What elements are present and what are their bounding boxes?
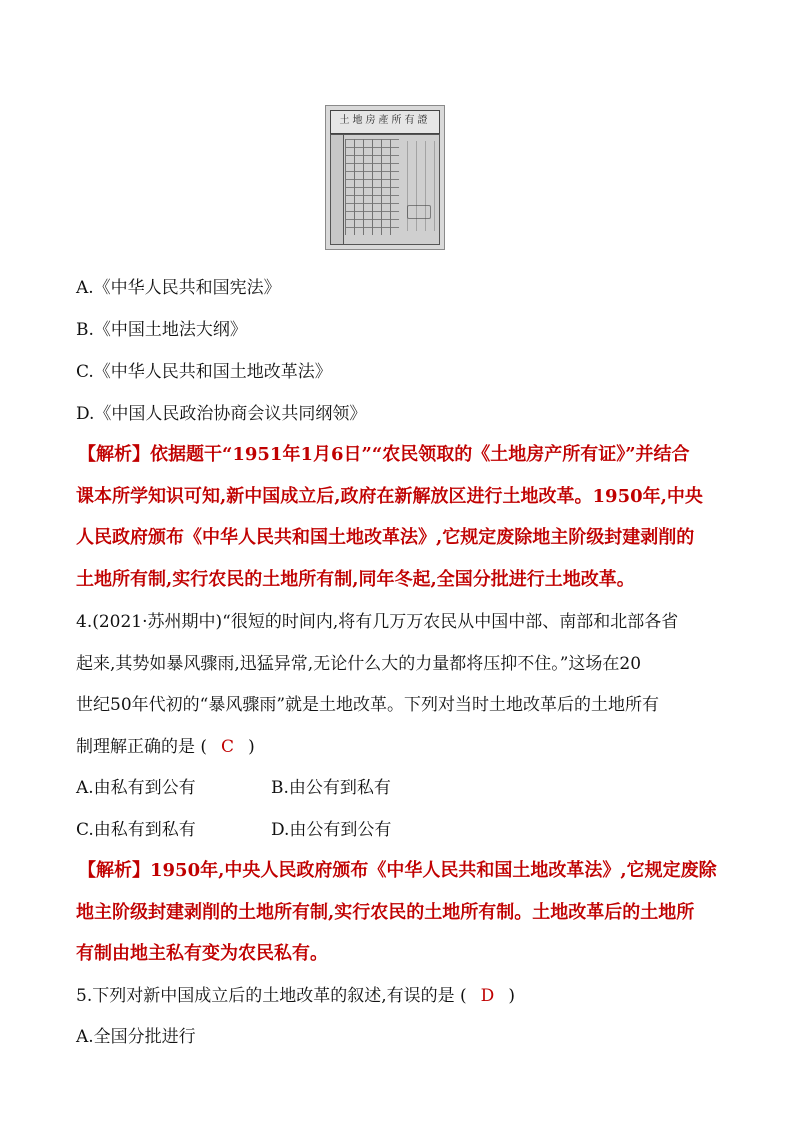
q4-answer: C [221,737,235,757]
q4-option-d: D.由公有到公有 [271,820,392,840]
q4-analysis-line: 有制由地主私有变为农民私有。 [76,943,328,964]
q4-stem-last-line [76,732,255,757]
q4-stem-line: 起来,其势如暴风骤雨,迅猛异常,无论什么大的力量都将压抑不住。”这场在20 [76,654,642,674]
q4-stem-prefix: 制理解正确的是 ( [76,737,208,757]
q4-stem-line: 4.(2021·苏州期中)“很短的时间内,将有几万万农民从中国中部、南部和北部各省 [76,612,679,632]
q4-analysis-line: 【解析】1950年,中央人民政府颁布《中华人民共和国土地改革法》,它规定废除 [78,860,717,881]
certificate-table-grid [345,139,399,235]
q4-stem-suffix: ) [248,737,255,757]
q4-stem-line: 世纪50年代初的“暴风骤雨”就是土地改革。下列对当时土地改革后的土地所有 [76,695,660,715]
land-certificate-image [325,105,445,250]
q5-stem-line [76,981,515,1006]
q3-analysis-line: 土地所有制,实行农民的土地所有制,同年冬起,全国分批进行土地改革。 [76,569,635,590]
q3-analysis-line: 【解析】依据题干“1951年1月6日”“农民领取的《土地房产所有证》”并结合 [78,444,690,465]
q5-stem-prefix: 5.下列对新中国成立后的土地改革的叙述,有误的是 ( [76,986,467,1006]
q4-option-a: A.由私有到公有 [76,778,196,798]
q3-option-c: C.《中华人民共和国土地改革法》 [76,362,332,382]
q3-option-d: D.《中国人民政治协商会议共同纲领》 [76,404,367,424]
q5-answer: D [480,986,495,1006]
q5-stem-suffix: ) [508,986,515,1006]
q3-option-b: B.《中国土地法大纲》 [76,320,247,340]
certificate-body [330,134,440,245]
certificate-side-column [331,135,344,244]
certificate-seal [407,205,431,219]
q3-option-a: A.《中华人民共和国宪法》 [76,278,281,298]
q5-option-a: A.全国分批进行 [76,1027,196,1047]
q4-option-c: C.由私有到私有 [76,820,196,840]
q3-analysis-line: 人民政府颁布《中华人民共和国土地改革法》,它规定废除地主阶级封建剥削的 [76,527,695,548]
q3-analysis-line: 课本所学知识可知,新中国成立后,政府在新解放区进行土地改革。1950年,中央 [76,486,703,507]
certificate-header: 土地房產所有證 [330,110,440,134]
q4-option-b: B.由公有到私有 [271,778,391,798]
q4-analysis-line: 地主阶级封建剥削的土地所有制,实行农民的土地所有制。土地改革后的土地所 [76,902,695,923]
